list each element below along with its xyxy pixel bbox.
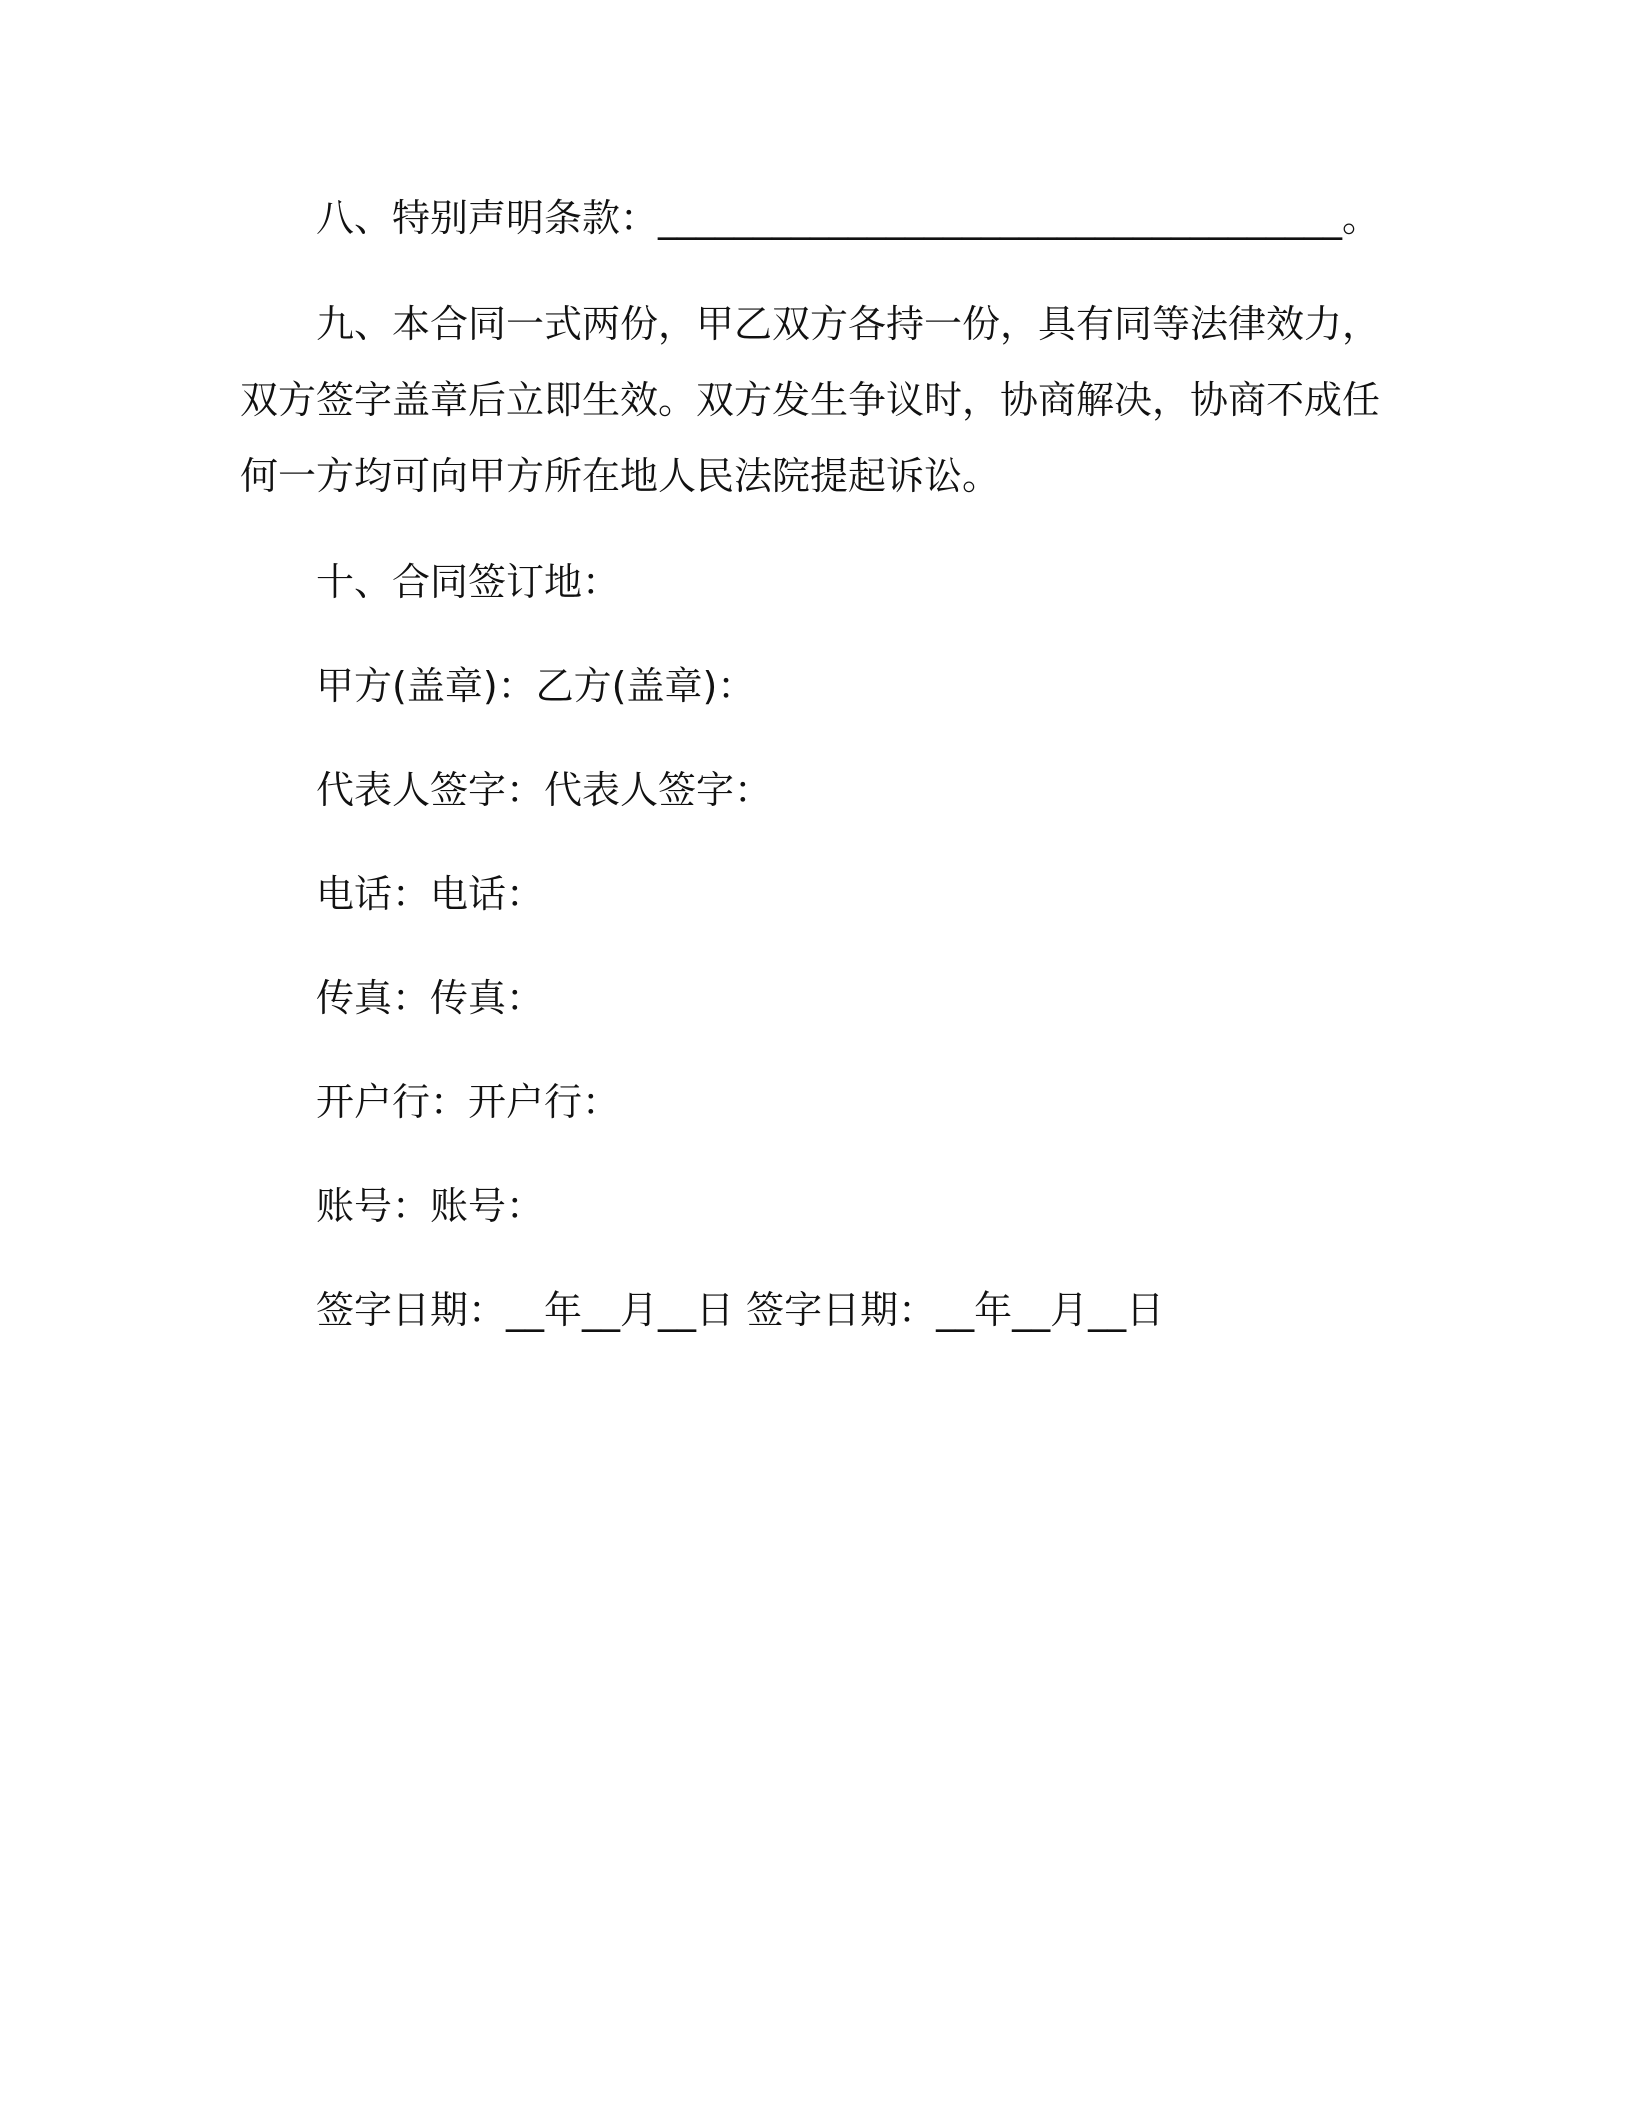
signing-date-line: 签字日期：__年__月__日 签字日期：__年__月__日 (316, 1288, 1165, 1332)
clause-8-special-statement: 八、特别声明条款：____________________________________。 (316, 196, 1381, 240)
representative-signature-line: 代表人签字：代表人签字： (316, 768, 773, 812)
account-line: 账号：账号： (316, 1184, 545, 1228)
clause-10-signing-place: 十、合同签订地： (316, 560, 621, 604)
party-seal-line: 甲方(盖章)：乙方(盖章)： (316, 664, 756, 708)
fax-line: 传真：传真： (316, 976, 545, 1020)
clause-9-copies-and-disputes: 九、本合同一式两份，甲乙双方各持一份，具有同等法律效力，双方签字盖章后立即生效。双方发生争议时，协商解决，协商不成任何一方均可向甲方所在地人民法院提起诉讼。 (240, 302, 1381, 498)
phone-line: 电话：电话： (316, 872, 545, 916)
bank-line: 开户行：开户行： (316, 1080, 621, 1124)
